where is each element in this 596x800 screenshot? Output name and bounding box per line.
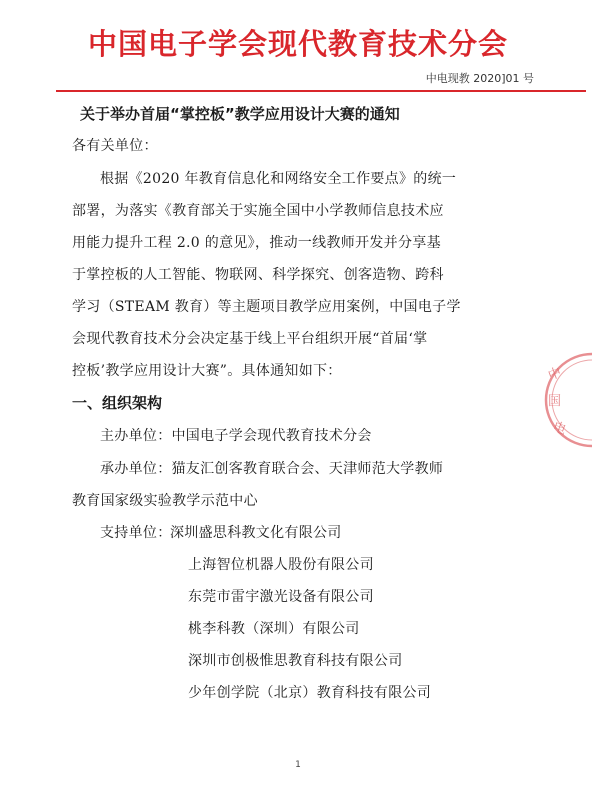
svg-text:国: 国 [548,394,562,409]
organizer-unit-line2: 教育国家级实验教学示范中心 [72,493,258,509]
notice-title: 关于举办首届“掌控板”教学应用设计大赛的通知 [80,105,400,123]
supporter-item: 少年创学院（北京）教育科技有限公司 [188,685,432,701]
red-divider [56,90,586,92]
supporter-item: 深圳盛思科教文化有限公司 [170,525,342,541]
supporter-item: 深圳市创极惟思教育科技有限公司 [188,653,403,669]
paragraph-line: 于掌控板的人工智能、物联网、科学探究、创客造物、跨科 [72,267,444,283]
host-unit: 主办单位：中国电子学会现代教育技术分会 [100,428,372,444]
paragraph-line: 学习（STEAM 教育）等主题项目教学应用案例，中国电子学 [72,299,461,315]
org-title: 中国电子学会现代教育技术分会 [87,27,508,61]
svg-text:电: 电 [550,419,568,439]
paragraph-line: 根据《2020 年教育信息化和网络安全工作要点》的统一 [100,171,457,187]
paragraph-line: 控板’教学应用设计大赛”。具体通知如下： [72,363,342,379]
paragraph-line: 用能力提升工程 2.0 的意见》，推动一线教师开发并分享基 [72,235,441,251]
page-number: 1 [295,760,301,770]
salutation: 各有关单位： [72,138,158,154]
organizer-unit-line1: 承办单位：猫友汇创客教育联合会、天津师范大学教师 [100,461,444,477]
red-seal-stamp [532,350,592,450]
paragraph-line: 部署，为落实《教育部关于实施全国中小学教师信息技术应 [72,203,444,219]
supporter-item: 桃李科教（深圳）有限公司 [188,621,360,637]
section-heading: 一、组织架构 [72,394,163,412]
svg-text:中: 中 [546,365,564,384]
supporters-label: 支持单位： [100,525,172,541]
paragraph-line: 会现代教育技术分会决定基于线上平台组织开展“首届‘掌 [72,331,428,347]
supporter-item: 东莞市雷宇激光设备有限公司 [188,589,374,605]
supporter-item: 上海智位机器人股份有限公司 [188,557,374,573]
doc-number: 中电现教 2020]01 号 [425,72,534,85]
